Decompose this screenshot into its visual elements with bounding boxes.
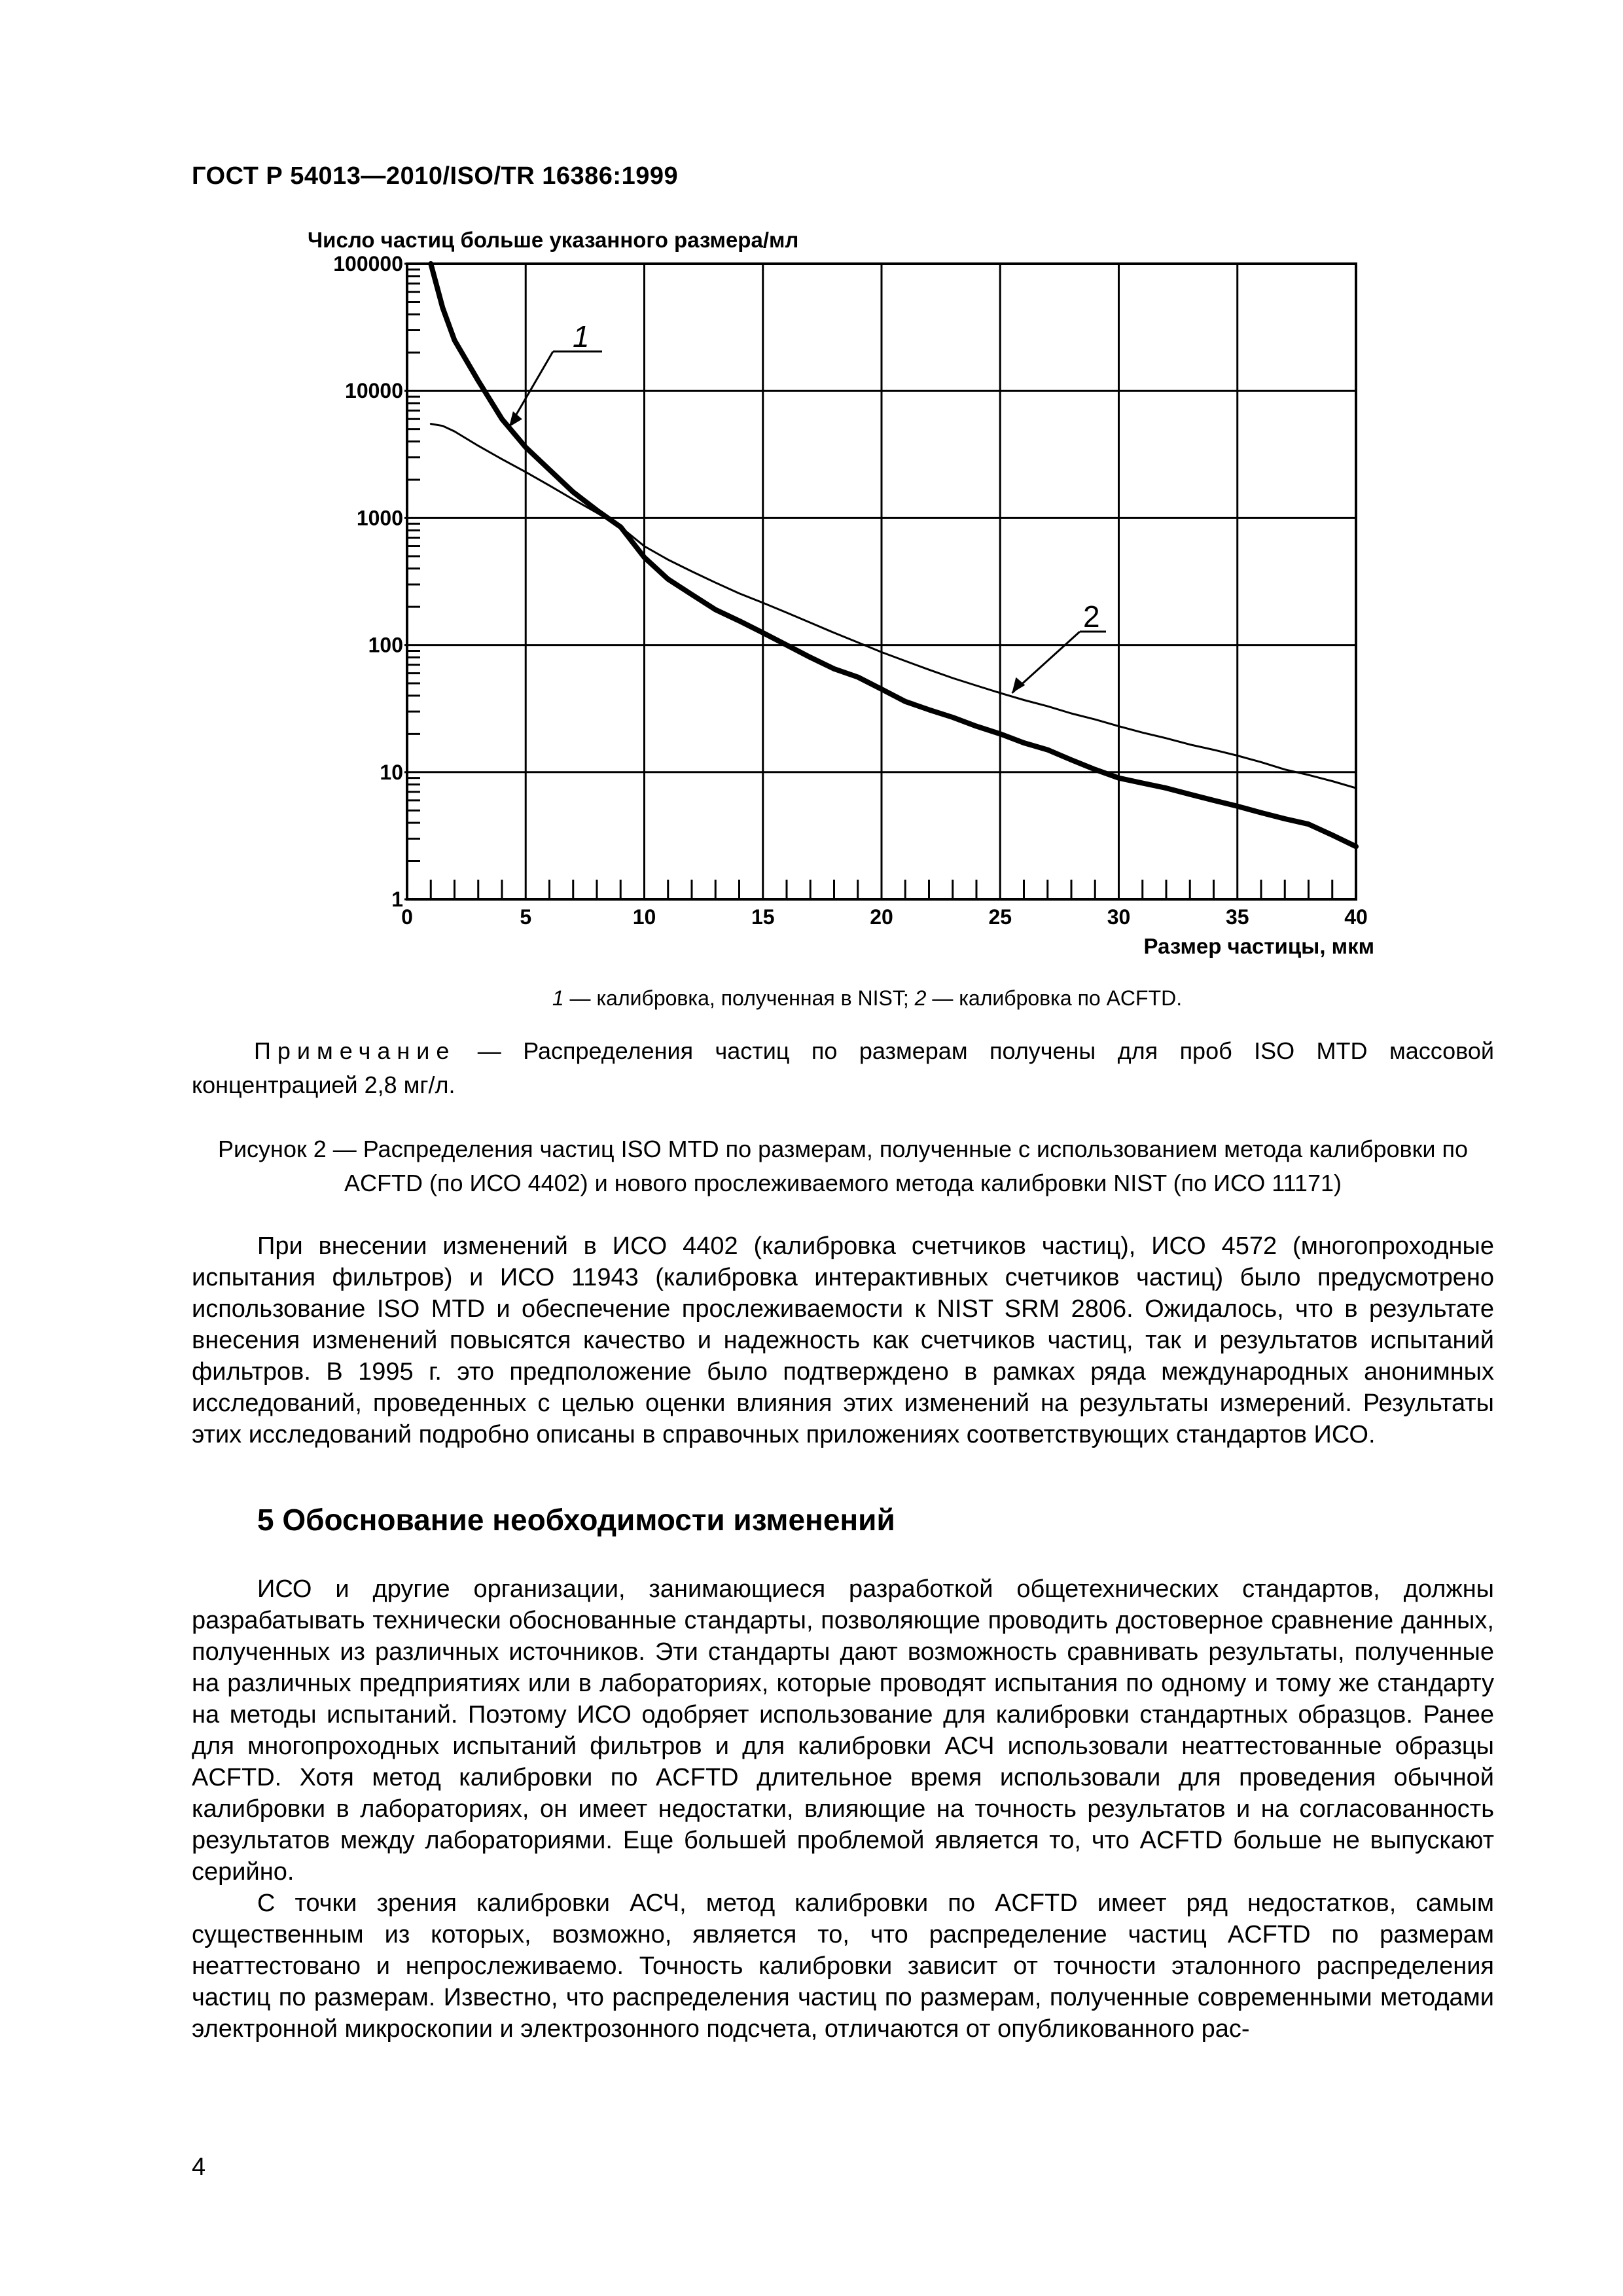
paragraph-2: ИСО и другие организации, занимающиеся разработкой общетехнических стандартов, должны разрабатывать технически обоснованные стандарты, позволяющие проводить достоверное сравнение данных, полученных из различных источников. Эти стандарты дают возможность сравнивать результаты, полученные на различных предприятиях или в лабораториях, которые проводят испытания по одному и тому же стандарту на методы испытаний. Поэтому ИСО одобряет использование для калибровки стандартных образцов. Ранее для многопроходных испытаний фильтров и для калибровки АСЧ использовали неаттестованные образцы ACFTD. Хотя метод калибровки по ACFTD длительное время использовали для проведения обычной калибровки в лабораториях, он имеет недостатки, влияющие на точность результатов и на согласованность результатов между лабораториями. Еще большей проблемой является то, что ACFTD больше не выпускают серийно. xyxy=(192,1575,1494,1886)
y-tick-label: 10000 xyxy=(345,379,403,403)
page-number: 4 xyxy=(192,2153,206,2181)
document-header: ГОСТ Р 54013—2010/ISO/TR 16386:1999 xyxy=(192,162,679,190)
callout-1-label: 1 xyxy=(573,319,590,353)
note-label: Примечание xyxy=(254,1037,456,1064)
x-tick-label: 20 xyxy=(870,905,893,929)
chart-callouts xyxy=(509,319,1106,693)
y-axis-title: Число частиц больше указанного размера/мл xyxy=(308,228,799,252)
figure-legend xyxy=(0,986,1623,1011)
callout-2-label: 2 xyxy=(1083,600,1100,634)
y-tick-label: 1000 xyxy=(356,506,403,530)
legend-text-2: — калибровка по ACFTD. xyxy=(926,986,1183,1010)
paragraph-3: С точки зрения калибровки АСЧ, метод калибровки по ACFTD имеет ряд недостатков, самым существенным из которых, возможно, является то, что распределение частиц ACFTD по размерам неаттестовано и непрослеживаемо. Точность калибровки зависит от точности эталонного распределения частиц по размерам. Известно, что распределения частиц по размерам, полученные современными методами электронной микроскопии и электрозонного подсчета, отличаются от опубликованного рас- xyxy=(192,1890,1494,2043)
legend-number-1: 1 xyxy=(552,986,564,1010)
x-axis-title: Размер частицы, мкм xyxy=(1143,934,1374,958)
section-heading: 5 Обоснование необходимости изменений xyxy=(257,1503,895,1537)
legend-text-1: — калибровка, полученная в NIST; xyxy=(563,986,915,1010)
x-tick-label: 35 xyxy=(1225,905,1249,929)
legend-number-2: 2 xyxy=(914,986,927,1010)
chart-tick-labels xyxy=(333,252,1368,929)
x-tick-label: 5 xyxy=(520,905,532,929)
series-line-2 xyxy=(431,424,1356,789)
figure-caption: Рисунок 2 — Распределения частиц ISO MTD по размерам, полученные с использованием метода калибровки по ACFTD (по ИСО 4402) и нового прослеживаемого метода калибровки NIST (по ИСО 11171) xyxy=(217,1136,1469,1196)
x-tick-label: 30 xyxy=(1107,905,1131,929)
y-tick-label: 100 xyxy=(368,633,403,657)
x-tick-label: 40 xyxy=(1344,905,1368,929)
x-tick-label: 15 xyxy=(751,905,775,929)
x-tick-label: 0 xyxy=(401,905,413,929)
figure-note xyxy=(192,1034,1494,1102)
note-text: — Распределения частиц по размерам получены для проб ISO MTD массовой концентрацией 2,8 мг/л. xyxy=(192,1037,1494,1098)
y-tick-label: 1 xyxy=(391,888,403,911)
x-tick-label: 25 xyxy=(988,905,1012,929)
y-tick-label: 100000 xyxy=(333,252,403,276)
chart-ticks xyxy=(404,264,1332,899)
callout-2-arrow xyxy=(1012,677,1025,693)
particle-distribution-chart xyxy=(0,0,1623,1021)
callout-1-arrow xyxy=(509,411,522,427)
paragraph-1: При внесении изменений в ИСО 4402 (калибровка счетчиков частиц), ИСО 4572 (многопроходные испытания фильтров) и ИСО 11943 (калибровка интерактивных счетчиков частиц) было предусмотрено использование ISO MTD и обеспечение прослеживаемости к NIST SRM 2806. Ожидалось, что в результате внесения изменений повысятся качество и надежность как счетчиков частиц, так и результатов испытаний фильтров. В 1995 г. это предположение было подтверждено в рамках ряда международных анонимных исследований, проведенных с целью оценки влияния этих изменений на результаты измерений. Результаты этих исследований подробно описаны в справочных приложениях соответствующих стандартов ИСО. xyxy=(192,1232,1494,1448)
x-tick-label: 10 xyxy=(632,905,656,929)
y-tick-label: 10 xyxy=(380,760,403,784)
